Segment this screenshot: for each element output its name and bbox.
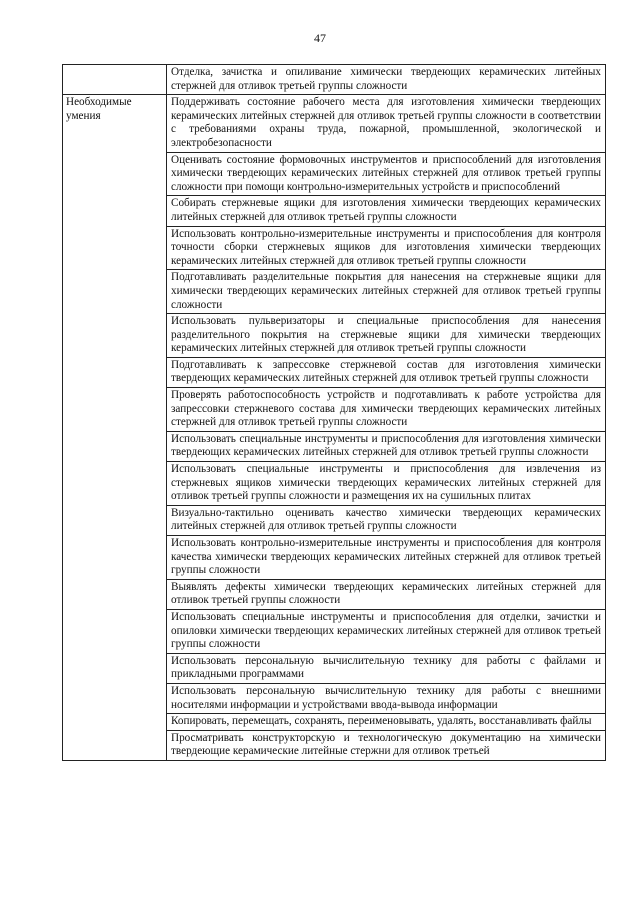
skills-table <box>62 64 606 761</box>
skill-cell: Подготавливать к запрессовке стержневой состав для изготовления химически твердеющих керамических литейных стержней для отливок третьей группы сложности <box>167 357 606 387</box>
skill-cell: Использовать пульверизаторы и специальные приспособления для нанесения разделительного покрытия на стержневые ящики для химически твердеющих керамических литейных стержней для отливок третьей группы сложности <box>167 314 606 358</box>
skill-cell: Визуально-тактильно оценивать качество химически твердеющих керамических литейных стержней для отливок третьей группы сложности <box>167 505 606 535</box>
skill-cell: Использовать контрольно-измерительные инструменты и приспособления для контроля качества химически твердеющих керамических литейных стержней для отливок третьей группы сложности <box>167 536 606 580</box>
skill-cell: Использовать персональную вычислительную технику для работы с файлами и прикладными программами <box>167 653 606 683</box>
skill-cell: Использовать персональную вычислительную технику для работы с внешними носителями информации и устройствами ввода-вывода информации <box>167 683 606 713</box>
empty-label-cell <box>63 65 167 95</box>
skill-cell: Использовать специальные инструменты и приспособления для изготовления химически твердеющих керамических литейных стержней для отливок третьей группы сложности <box>167 431 606 461</box>
skill-cell: Выявлять дефекты химически твердеющих керамических литейных стержней для отливок третьей группы сложности <box>167 579 606 609</box>
skill-cell: Собирать стержневые ящики для изготовления химически твердеющих керамических литейных стержней для отливок третьей группы сложности <box>167 196 606 226</box>
page-number: 47 <box>314 31 326 45</box>
skill-cell: Поддерживать состояние рабочего места для изготовления химически твердеющих керамических литейных стержней для отливок третьей группы сложности в соответствии с требованиями охраны труда, пожарной, промышленной, экологической и электробезопасности <box>167 95 606 152</box>
skill-cell: Подготавливать разделительные покрытия для нанесения на стержневые ящики для химически твердеющих керамических литейных стержней для отливок третьей группы сложности <box>167 270 606 314</box>
table-row <box>63 95 606 152</box>
skill-cell: Использовать специальные инструменты и приспособления для извлечения из стержневых ящиков химически твердеющих керамических литейных стержней для отливок третьей группы сложности и размещения их на сушильных плитах <box>167 462 606 506</box>
skill-cell: Использовать специальные инструменты и приспособления для отделки, зачистки и опиловки химически твердеющих керамических литейных стержней для отливок третьей группы сложности <box>167 609 606 653</box>
labor-action-cell: Отделка, зачистка и опиливание химически твердеющих керамических литейных стержней для отливок третьей группы сложности <box>167 65 606 95</box>
skill-cell: Просматривать конструкторскую и технологическую документацию на химически твердеющие керамические литейные стержни для отливок третьей <box>167 730 606 760</box>
skill-cell: Оценивать состояние формовочных инструментов и приспособлений для изготовления химически твердеющих керамических литейных стержней для отливок третьей группы сложности при помощи контрольно-измерительных устройств и приспособлений <box>167 152 606 196</box>
skill-cell: Копировать, перемещать, сохранять, переименовывать, удалять, восстанавливать файлы <box>167 714 606 731</box>
skill-cell: Использовать контрольно-измерительные инструменты и приспособления для контроля точности сборки стержневых ящиков для изготовления химически твердеющих керамических литейных стержней для отливок третьей группы сложности <box>167 226 606 270</box>
section-label-required-skills: Необходимые умения <box>63 95 167 761</box>
table-row <box>63 65 606 95</box>
skill-cell: Проверять работоспособность устройств и подготавливать к работе устройства для запрессовки стержневого состава для химически твердеющих керамических литейных стержней для отливок третьей группы сложности <box>167 388 606 432</box>
